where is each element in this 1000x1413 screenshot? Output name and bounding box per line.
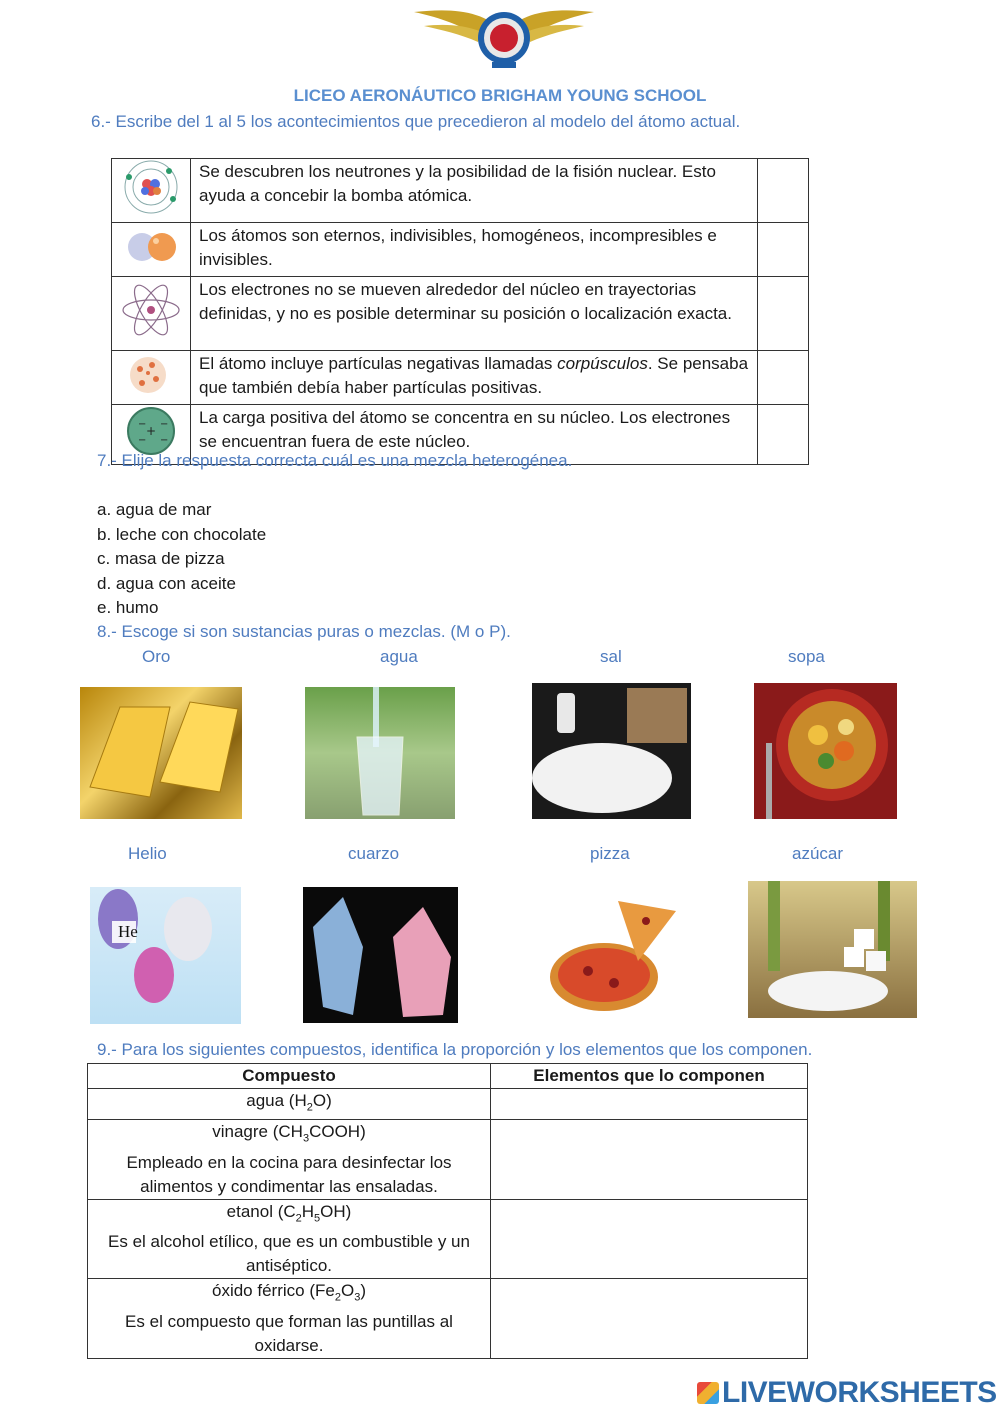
label-oro: Oro xyxy=(142,647,171,666)
salt-image[interactable] xyxy=(532,683,691,819)
liveworksheets-logo: LIVEWORKSHEETS xyxy=(697,1376,997,1410)
compound-vinegar: vinagre $(CH_3COOH)$ Empleado en la cocina para desinfectar los alimentos y condimentar las ensaladas. xyxy=(88,1120,491,1199)
header-elementos: Elementos que lo componen xyxy=(491,1064,808,1089)
svg-text:−: − xyxy=(160,435,169,446)
table-header-row xyxy=(88,1064,808,1089)
option-d[interactable]: d. agua con aceite xyxy=(97,573,236,593)
atom-image-cell xyxy=(112,223,191,277)
label-sal: sal xyxy=(600,647,622,666)
table-row xyxy=(88,1089,808,1120)
compound-ethanol: etanol $(C_2H_5OH)$ Es el alcohol etílico, que es un combustible y un antiséptico. xyxy=(88,1199,491,1278)
school-logo xyxy=(412,2,596,70)
atom-event-text: La carga positiva del átomo se concentra en su núcleo. Los electrones se encuentran fuera de este núcleo. xyxy=(191,405,758,465)
option-e[interactable]: e. humo xyxy=(97,598,159,617)
question-7-options xyxy=(97,498,266,621)
liveworksheets-icon xyxy=(697,1382,719,1404)
atom-event-text: Los átomos son eternos, indivisibles, homogéneos, incompresibles e invisibles. xyxy=(191,223,758,277)
atom-image-cell xyxy=(112,351,191,405)
quantum-orbitals-icon xyxy=(120,279,182,341)
svg-text:+: + xyxy=(145,424,157,438)
helium-symbol: He xyxy=(118,922,138,941)
question-6-title: 6.- Escribe del 1 al 5 los acontecimientos que precedieron al modelo del átomo actual. xyxy=(91,112,741,131)
school-name: LICEO AERONÁUTICO BRIGHAM YOUNG SCHOOL xyxy=(293,86,707,105)
compounds-table xyxy=(87,1063,808,1359)
table-row xyxy=(112,159,809,223)
rutherford-nucleus-icon xyxy=(120,405,182,457)
atom-event-text: El átomo incluye partículas negativas llamadas corpúsculos. Se pensaba que también debía haber partículas positivas. xyxy=(191,351,758,405)
gold-image[interactable] xyxy=(80,687,242,819)
compound-ferric-oxide: óxido férrico $(Fe_2O_3)$ Es el compuesto que forman las puntillas al oxidarse. xyxy=(88,1279,491,1358)
elements-answer-field-4[interactable] xyxy=(491,1279,808,1358)
quartz-image[interactable] xyxy=(303,887,458,1023)
label-helio: Helio xyxy=(128,844,167,863)
atom-history-table xyxy=(111,158,809,465)
svg-text:−: − xyxy=(138,419,147,430)
order-answer-field-4[interactable] xyxy=(758,351,809,405)
table-row xyxy=(112,223,809,277)
soup-image[interactable] xyxy=(754,683,897,819)
label-pizza: pizza xyxy=(590,844,630,863)
option-c[interactable]: c. masa de pizza xyxy=(97,549,225,568)
order-answer-field-5[interactable] xyxy=(758,405,809,465)
water-glass-image[interactable] xyxy=(305,687,455,819)
table-row xyxy=(88,1120,808,1199)
question-9-title: 9.- Para los siguientes compuestos, identifica la proporción y los elementos que los componen. xyxy=(97,1040,813,1059)
label-agua: agua xyxy=(380,647,418,666)
order-answer-field-1[interactable] xyxy=(758,159,809,223)
table-row xyxy=(112,351,809,405)
elements-answer-field-2[interactable] xyxy=(491,1120,808,1199)
question-7-title: 7.- Elije la respuesta correcta cuál es una mezcla heterogénea. xyxy=(97,451,573,470)
plum-pudding-icon xyxy=(120,351,182,397)
atom-image-cell xyxy=(112,277,191,351)
option-b[interactable]: b. leche con chocolate xyxy=(97,524,267,544)
question-8-title: 8.- Escoge si son sustancias puras o mezclas. (M o P). xyxy=(97,622,511,641)
svg-text:−: − xyxy=(160,419,169,430)
compound-water: agua $(H_2O)$ xyxy=(88,1089,491,1120)
atom-event-text: Los electrones no se mueven alrededor del núcleo en trayectorias definidas, y no es posible determinar su posición o localización exacta. xyxy=(191,277,758,351)
order-answer-field-2[interactable] xyxy=(758,223,809,277)
sugar-image[interactable] xyxy=(748,881,917,1018)
atom-event-text: Se descubren los neutrones y la posibilidad de la fisión nuclear. Esto ayuda a concebir la bomba atómica. xyxy=(191,159,758,223)
header-compuesto: Compuesto xyxy=(88,1064,491,1089)
option-a[interactable]: a. agua de mar xyxy=(97,500,212,519)
table-row xyxy=(88,1199,808,1278)
label-azucar: azúcar xyxy=(792,844,844,863)
svg-text:−: − xyxy=(138,435,147,446)
pizza-image[interactable] xyxy=(548,891,678,1018)
order-answer-field-3[interactable] xyxy=(758,277,809,351)
helium-balloons-image[interactable] xyxy=(90,887,241,1024)
chadwick-atom-icon xyxy=(120,159,182,215)
atom-image-cell xyxy=(112,159,191,223)
label-cuarzo: cuarzo xyxy=(348,844,400,863)
elements-answer-field-3[interactable] xyxy=(491,1199,808,1278)
table-row xyxy=(88,1279,808,1358)
table-row xyxy=(112,277,809,351)
elements-answer-field-1[interactable] xyxy=(491,1089,808,1120)
dalton-spheres-icon xyxy=(120,223,182,269)
label-sopa: sopa xyxy=(788,647,825,666)
